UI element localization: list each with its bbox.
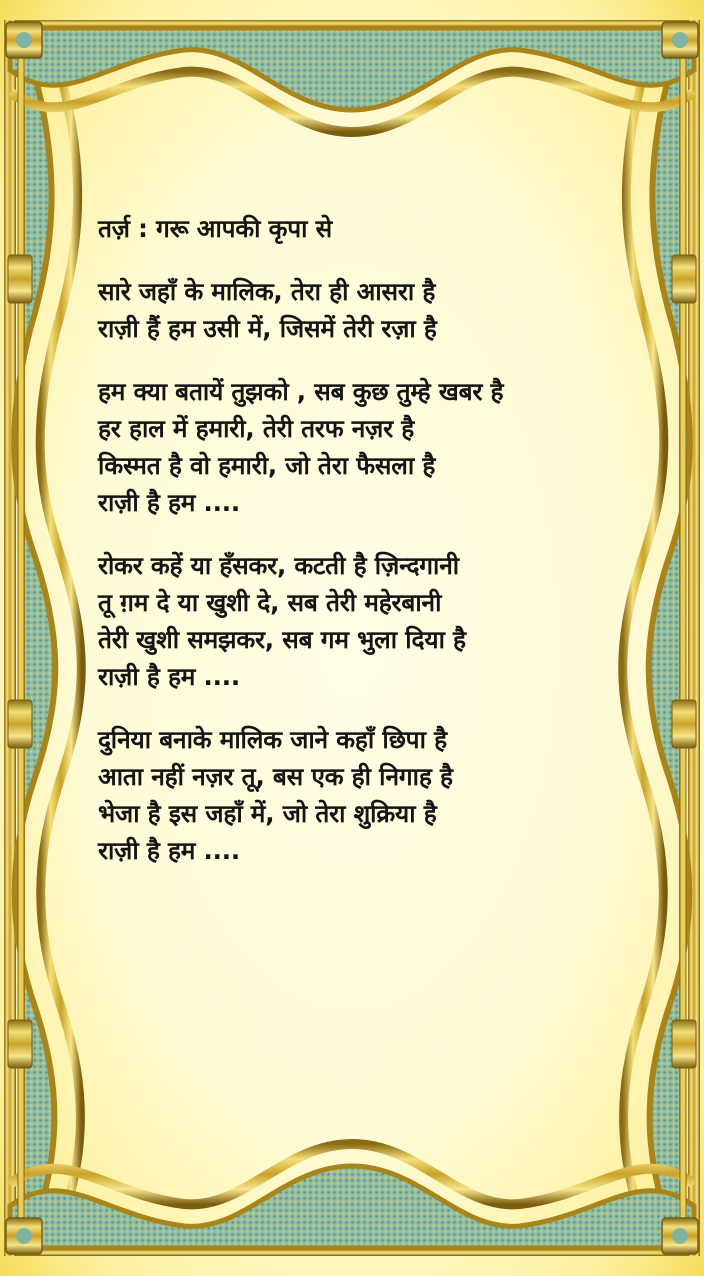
- lyric-line: राज़ी हैं हम उसी में, जिसमें तेरी रज़ा है: [98, 314, 437, 343]
- lyric-line: सारे जहाँ के मालिक, तेरा ही आसरा है: [98, 277, 436, 306]
- spacer: [98, 247, 638, 273]
- refrain-line: राज़ी है हम ....: [98, 836, 240, 865]
- lyric-line: तेरी खुशी समझकर, सब गम भुला दिया है: [98, 625, 466, 654]
- lyric-line: किस्मत है वो हमारी, जो तेरा फैसला है: [98, 451, 436, 480]
- lyric-line: भेजा है इस जहाँ में, जो तेरा शुक्रिया है: [98, 799, 437, 828]
- lyric-line: रोकर कहें या हँसकर, कटती है ज़िन्दगानी: [98, 551, 459, 580]
- lyrics-text: [98, 210, 638, 869]
- lyric-line: तू ग़म दे या खुशी दे, सब तेरी महेरबानी: [98, 588, 442, 617]
- spacer: [98, 347, 638, 373]
- spacer: [98, 695, 638, 721]
- lyric-line: हम क्या बतायें तुझको , सब कुछ तुम्हे खबर है: [98, 377, 504, 406]
- lyric-line: आता नहीं नज़र तू, बस एक ही निगाह है: [98, 762, 453, 791]
- song-title: तर्ज़ : गरू आपकी कृपा से: [98, 214, 332, 243]
- refrain-line: राज़ी है हम ....: [98, 662, 240, 691]
- lyric-line: हर हाल में हमारी, तेरी तरफ नज़र है: [98, 414, 415, 443]
- spacer: [98, 521, 638, 547]
- lyric-line: दुनिया बनाके मालिक जाने कहाँ छिपा है: [98, 725, 447, 754]
- refrain-line: राज़ी है हम ....: [98, 488, 240, 517]
